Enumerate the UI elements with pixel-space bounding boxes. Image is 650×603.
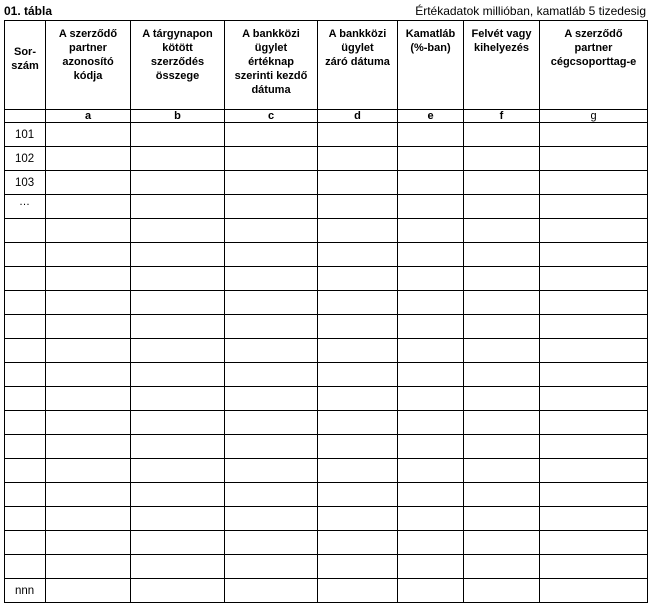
input-cell-e[interactable] bbox=[398, 291, 464, 315]
input-cell-e[interactable] bbox=[398, 171, 464, 195]
table-row bbox=[5, 579, 648, 603]
column-header-line: ügylet bbox=[254, 42, 288, 54]
input-cell-f[interactable] bbox=[464, 363, 540, 387]
input-cell-a[interactable] bbox=[46, 123, 131, 147]
input-cell-b[interactable] bbox=[131, 123, 225, 147]
column-header-c bbox=[225, 21, 318, 110]
input-cell-g[interactable] bbox=[540, 411, 648, 435]
input-cell-b[interactable] bbox=[131, 459, 225, 483]
input-cell-e[interactable] bbox=[398, 387, 464, 411]
column-letter-b: b bbox=[131, 110, 225, 123]
input-cell-e[interactable] bbox=[398, 459, 464, 483]
input-cell-e[interactable] bbox=[398, 339, 464, 363]
table-row bbox=[5, 507, 648, 531]
input-cell-f[interactable] bbox=[464, 459, 540, 483]
input-cell-a[interactable] bbox=[46, 411, 131, 435]
table-row bbox=[5, 411, 648, 435]
input-cell-g[interactable] bbox=[540, 267, 648, 291]
input-cell-b[interactable] bbox=[131, 531, 225, 555]
input-cell-e[interactable] bbox=[398, 195, 464, 219]
column-header-line: partner bbox=[574, 42, 613, 54]
input-cell-e[interactable] bbox=[398, 315, 464, 339]
input-cell-a[interactable] bbox=[46, 531, 131, 555]
input-cell-g[interactable] bbox=[540, 483, 648, 507]
input-cell-g[interactable] bbox=[540, 291, 648, 315]
input-cell-a[interactable] bbox=[46, 507, 131, 531]
row-number: … bbox=[5, 195, 46, 219]
table-row bbox=[5, 459, 648, 483]
table-row bbox=[5, 339, 648, 363]
input-cell-c[interactable] bbox=[225, 483, 318, 507]
input-cell-d[interactable] bbox=[318, 147, 398, 171]
column-header-line: azonosító bbox=[62, 56, 114, 68]
row-number bbox=[5, 387, 46, 411]
input-cell-c[interactable] bbox=[225, 219, 318, 243]
table-row bbox=[5, 363, 648, 387]
input-cell-b[interactable] bbox=[131, 435, 225, 459]
input-cell-c[interactable] bbox=[225, 579, 318, 603]
table-row bbox=[5, 387, 648, 411]
table-row bbox=[5, 291, 648, 315]
input-cell-a[interactable] bbox=[46, 171, 131, 195]
column-header-line: szerződés bbox=[150, 56, 205, 68]
input-cell-d[interactable] bbox=[318, 411, 398, 435]
input-cell-a[interactable] bbox=[46, 483, 131, 507]
input-cell-f[interactable] bbox=[464, 315, 540, 339]
input-cell-e[interactable] bbox=[398, 555, 464, 579]
input-cell-d[interactable] bbox=[318, 579, 398, 603]
input-cell-g[interactable] bbox=[540, 435, 648, 459]
row-number: nnn bbox=[5, 579, 46, 603]
input-cell-g[interactable] bbox=[540, 579, 648, 603]
input-cell-b[interactable] bbox=[131, 579, 225, 603]
input-cell-f[interactable] bbox=[464, 291, 540, 315]
column-letter-a: a bbox=[46, 110, 131, 123]
input-cell-b[interactable] bbox=[131, 507, 225, 531]
input-cell-a[interactable] bbox=[46, 291, 131, 315]
input-cell-f[interactable] bbox=[464, 387, 540, 411]
column-header-line: A bankközi bbox=[242, 28, 300, 40]
column-header-g bbox=[540, 21, 648, 110]
input-cell-a[interactable] bbox=[46, 363, 131, 387]
table-row bbox=[5, 435, 648, 459]
input-cell-d[interactable] bbox=[318, 291, 398, 315]
input-cell-e[interactable] bbox=[398, 531, 464, 555]
column-header-line: (%-ban) bbox=[410, 42, 451, 54]
column-header-line: Kamatláb bbox=[405, 28, 456, 40]
input-cell-f[interactable] bbox=[464, 435, 540, 459]
column-header-f bbox=[464, 21, 540, 110]
input-cell-c[interactable] bbox=[225, 147, 318, 171]
input-cell-d[interactable] bbox=[318, 171, 398, 195]
table-row bbox=[5, 195, 648, 219]
column-header-line: A tárgynapon bbox=[142, 28, 213, 40]
column-header-line: cégcsoporttag-e bbox=[550, 56, 637, 68]
column-header-line: záró dátuma bbox=[325, 56, 390, 68]
input-cell-f[interactable] bbox=[464, 219, 540, 243]
table-body bbox=[5, 123, 648, 603]
input-cell-f[interactable] bbox=[464, 579, 540, 603]
table-row bbox=[5, 219, 648, 243]
column-header-line: dátuma bbox=[251, 84, 291, 96]
input-cell-c[interactable] bbox=[225, 363, 318, 387]
input-cell-c[interactable] bbox=[225, 435, 318, 459]
column-header-line: A bankközi bbox=[328, 28, 387, 40]
input-cell-d[interactable] bbox=[318, 531, 398, 555]
input-cell-c[interactable] bbox=[225, 267, 318, 291]
input-cell-b[interactable] bbox=[131, 171, 225, 195]
row-number bbox=[5, 339, 46, 363]
input-cell-b[interactable] bbox=[131, 219, 225, 243]
input-cell-d[interactable] bbox=[318, 195, 398, 219]
input-cell-d[interactable] bbox=[318, 435, 398, 459]
input-cell-b[interactable] bbox=[131, 195, 225, 219]
column-header-line: kötött bbox=[162, 42, 193, 54]
input-cell-g[interactable] bbox=[540, 555, 648, 579]
column-header-line: partner bbox=[69, 42, 107, 54]
table-row bbox=[5, 483, 648, 507]
input-cell-a[interactable] bbox=[46, 435, 131, 459]
column-letter-serial bbox=[5, 110, 46, 123]
input-cell-b[interactable] bbox=[131, 483, 225, 507]
column-header-serial bbox=[5, 21, 46, 110]
input-cell-b[interactable] bbox=[131, 243, 225, 267]
input-cell-d[interactable] bbox=[318, 267, 398, 291]
row-number bbox=[5, 315, 46, 339]
row-number bbox=[5, 483, 46, 507]
input-cell-e[interactable] bbox=[398, 507, 464, 531]
table-row bbox=[5, 123, 648, 147]
input-cell-g[interactable] bbox=[540, 219, 648, 243]
input-cell-e[interactable] bbox=[398, 483, 464, 507]
column-header-line: A szerződő bbox=[564, 28, 623, 40]
input-cell-c[interactable] bbox=[225, 339, 318, 363]
input-cell-b[interactable] bbox=[131, 555, 225, 579]
input-cell-f[interactable] bbox=[464, 507, 540, 531]
column-letter-f: f bbox=[464, 110, 540, 123]
input-cell-a[interactable] bbox=[46, 315, 131, 339]
column-letter-row bbox=[5, 110, 648, 123]
input-cell-f[interactable] bbox=[464, 555, 540, 579]
data-table bbox=[4, 20, 648, 603]
input-cell-f[interactable] bbox=[464, 123, 540, 147]
table-row bbox=[5, 243, 648, 267]
input-cell-a[interactable] bbox=[46, 555, 131, 579]
units-note: Értékadatok millióban, kamatláb 5 tizedesig bbox=[415, 4, 646, 18]
table-title: 01. tábla bbox=[4, 4, 53, 18]
row-number bbox=[5, 363, 46, 387]
input-cell-d[interactable] bbox=[318, 363, 398, 387]
input-cell-a[interactable] bbox=[46, 243, 131, 267]
column-header-a bbox=[46, 21, 131, 110]
row-number: 103 bbox=[5, 171, 46, 195]
input-cell-e[interactable] bbox=[398, 147, 464, 171]
input-cell-a[interactable] bbox=[46, 267, 131, 291]
input-cell-b[interactable] bbox=[131, 267, 225, 291]
row-number bbox=[5, 267, 46, 291]
column-header-e bbox=[398, 21, 464, 110]
input-cell-c[interactable] bbox=[225, 243, 318, 267]
input-cell-a[interactable] bbox=[46, 195, 131, 219]
table-row bbox=[5, 555, 648, 579]
column-letter-e: e bbox=[398, 110, 464, 123]
input-cell-g[interactable] bbox=[540, 363, 648, 387]
input-cell-c[interactable] bbox=[225, 387, 318, 411]
input-cell-b[interactable] bbox=[131, 315, 225, 339]
input-cell-b[interactable] bbox=[131, 147, 225, 171]
input-cell-g[interactable] bbox=[540, 123, 648, 147]
input-cell-e[interactable] bbox=[398, 363, 464, 387]
input-cell-g[interactable] bbox=[540, 531, 648, 555]
input-cell-f[interactable] bbox=[464, 531, 540, 555]
input-cell-a[interactable] bbox=[46, 219, 131, 243]
input-cell-f[interactable] bbox=[464, 411, 540, 435]
input-cell-f[interactable] bbox=[464, 147, 540, 171]
input-cell-g[interactable] bbox=[540, 243, 648, 267]
table-row bbox=[5, 315, 648, 339]
input-cell-g[interactable] bbox=[540, 195, 648, 219]
input-cell-a[interactable] bbox=[46, 339, 131, 363]
input-cell-d[interactable] bbox=[318, 243, 398, 267]
column-header-line: kódja bbox=[73, 70, 103, 82]
input-cell-f[interactable] bbox=[464, 267, 540, 291]
row-number bbox=[5, 243, 46, 267]
input-cell-g[interactable] bbox=[540, 387, 648, 411]
input-cell-d[interactable] bbox=[318, 483, 398, 507]
input-cell-b[interactable] bbox=[131, 363, 225, 387]
input-cell-b[interactable] bbox=[131, 339, 225, 363]
input-cell-a[interactable] bbox=[46, 387, 131, 411]
input-cell-g[interactable] bbox=[540, 459, 648, 483]
column-header-line: Felvét vagy bbox=[471, 28, 532, 40]
column-header-line: szám bbox=[11, 60, 39, 72]
row-number bbox=[5, 555, 46, 579]
input-cell-c[interactable] bbox=[225, 459, 318, 483]
input-cell-g[interactable] bbox=[540, 171, 648, 195]
table-row bbox=[5, 171, 648, 195]
input-cell-d[interactable] bbox=[318, 123, 398, 147]
input-cell-d[interactable] bbox=[318, 339, 398, 363]
input-cell-c[interactable] bbox=[225, 291, 318, 315]
input-cell-c[interactable] bbox=[225, 411, 318, 435]
input-cell-f[interactable] bbox=[464, 483, 540, 507]
row-number bbox=[5, 459, 46, 483]
row-number: 101 bbox=[5, 123, 46, 147]
input-cell-c[interactable] bbox=[225, 531, 318, 555]
input-cell-a[interactable] bbox=[46, 459, 131, 483]
input-cell-c[interactable] bbox=[225, 195, 318, 219]
column-header-line: kihelyezés bbox=[473, 42, 530, 54]
column-header-line: Sor- bbox=[14, 46, 36, 58]
row-number bbox=[5, 411, 46, 435]
input-cell-d[interactable] bbox=[318, 459, 398, 483]
row-number: 102 bbox=[5, 147, 46, 171]
input-cell-c[interactable] bbox=[225, 123, 318, 147]
column-letter-g: g bbox=[540, 110, 648, 123]
input-cell-a[interactable] bbox=[46, 579, 131, 603]
input-cell-c[interactable] bbox=[225, 507, 318, 531]
column-letter-d: d bbox=[318, 110, 398, 123]
input-cell-e[interactable] bbox=[398, 243, 464, 267]
input-cell-e[interactable] bbox=[398, 123, 464, 147]
table-row bbox=[5, 267, 648, 291]
input-cell-e[interactable] bbox=[398, 219, 464, 243]
input-cell-f[interactable] bbox=[464, 195, 540, 219]
input-cell-e[interactable] bbox=[398, 411, 464, 435]
input-cell-c[interactable] bbox=[225, 555, 318, 579]
row-number bbox=[5, 435, 46, 459]
column-header-line: szerinti kezdő bbox=[234, 70, 308, 82]
header-row bbox=[5, 21, 648, 110]
input-cell-b[interactable] bbox=[131, 387, 225, 411]
column-letter-c: c bbox=[225, 110, 318, 123]
input-cell-d[interactable] bbox=[318, 219, 398, 243]
column-header-line: A szerződő bbox=[58, 28, 118, 40]
table-caption-bar bbox=[4, 3, 646, 19]
input-cell-g[interactable] bbox=[540, 147, 648, 171]
input-cell-d[interactable] bbox=[318, 555, 398, 579]
input-cell-g[interactable] bbox=[540, 315, 648, 339]
input-cell-c[interactable] bbox=[225, 171, 318, 195]
table-row bbox=[5, 147, 648, 171]
input-cell-g[interactable] bbox=[540, 339, 648, 363]
column-header-b bbox=[131, 21, 225, 110]
row-number bbox=[5, 531, 46, 555]
input-cell-f[interactable] bbox=[464, 339, 540, 363]
input-cell-e[interactable] bbox=[398, 579, 464, 603]
table-row bbox=[5, 531, 648, 555]
row-number bbox=[5, 507, 46, 531]
input-cell-f[interactable] bbox=[464, 171, 540, 195]
input-cell-b[interactable] bbox=[131, 291, 225, 315]
column-header-d bbox=[318, 21, 398, 110]
input-cell-f[interactable] bbox=[464, 243, 540, 267]
input-cell-d[interactable] bbox=[318, 507, 398, 531]
column-header-line: összege bbox=[155, 70, 200, 82]
column-header-line: ügylet bbox=[341, 42, 374, 54]
input-cell-b[interactable] bbox=[131, 411, 225, 435]
input-cell-d[interactable] bbox=[318, 387, 398, 411]
input-cell-a[interactable] bbox=[46, 147, 131, 171]
input-cell-g[interactable] bbox=[540, 507, 648, 531]
input-cell-e[interactable] bbox=[398, 435, 464, 459]
input-cell-c[interactable] bbox=[225, 315, 318, 339]
input-cell-e[interactable] bbox=[398, 267, 464, 291]
column-header-line: értéknap bbox=[248, 56, 294, 68]
row-number bbox=[5, 219, 46, 243]
input-cell-d[interactable] bbox=[318, 315, 398, 339]
row-number bbox=[5, 291, 46, 315]
